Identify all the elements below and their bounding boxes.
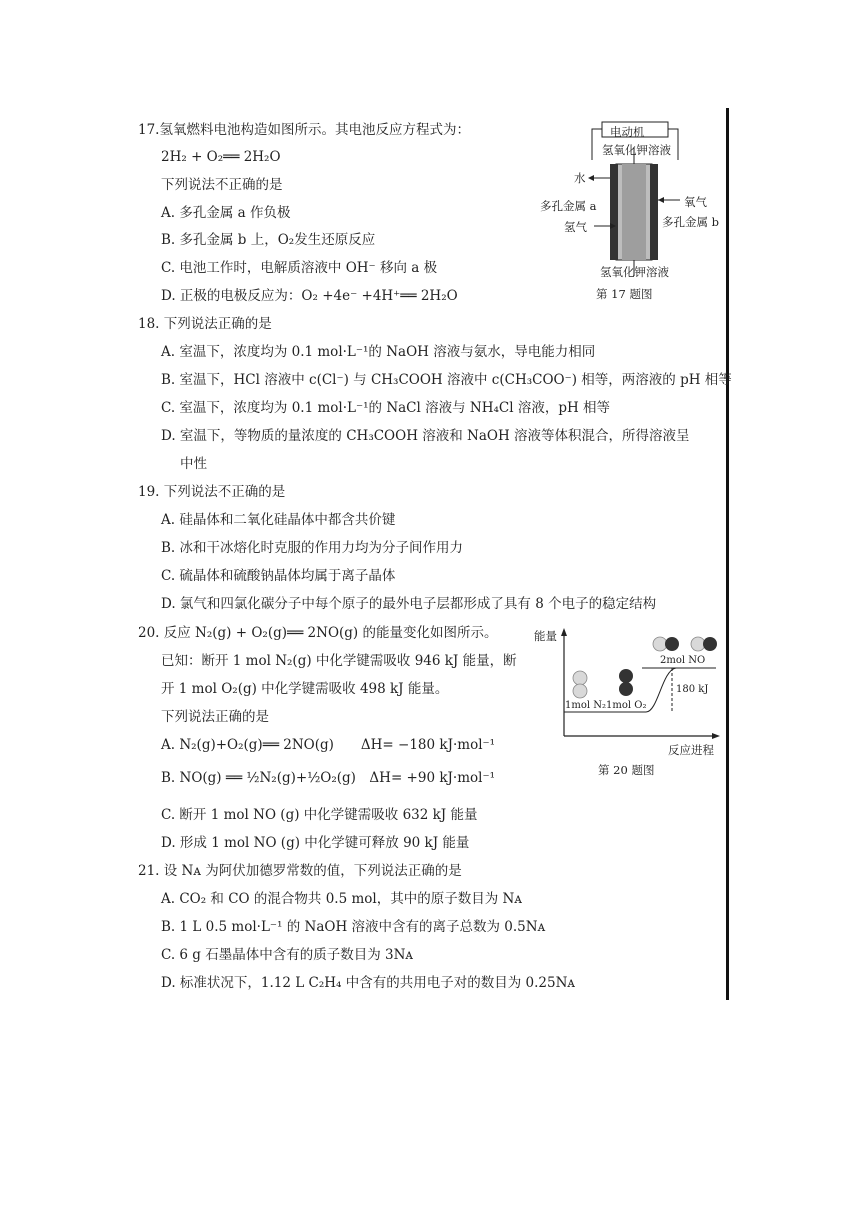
q20-ask: 下列说法正确的是	[161, 709, 269, 725]
q17-option-c: C. 电池工作时，电解质溶液中 OH⁻ 移向 a 极	[161, 260, 438, 276]
metal-a-label: 多孔金属 a	[540, 199, 597, 213]
wire-left	[592, 129, 602, 160]
q20-option-a: A. N₂(g)+O₂(g)══ 2NO(g) ΔH= −180 kJ·mol⁻¹	[161, 737, 496, 753]
koh-bottom-label: 氢氧化钾溶液	[600, 265, 669, 279]
no-label: 2mol NO	[660, 655, 706, 666]
hydrogen-label: 氢气	[564, 220, 587, 234]
q17-option-b: B. 多孔金属 b 上，O₂发生还原反应	[161, 232, 376, 248]
q20-option-d: D. 形成 1 mol NO (g) 中化学键可释放 90 kJ 能量	[161, 835, 470, 851]
o2-atom-bottom	[619, 682, 633, 696]
q21-option-b: B. 1 L 0.5 mol·L⁻¹ 的 NaOH 溶液中含有的离子总数为 0.5Nᴀ	[161, 919, 546, 935]
no1-o	[665, 637, 679, 651]
q17-option-a: A. 多孔金属 a 作负极	[161, 205, 291, 221]
q21-option-d: D. 标准状况下，1.12 L C₂H₄ 中含有的共用电子对的数目为 0.25Nᴀ	[161, 975, 576, 991]
no1-n	[653, 637, 667, 651]
energy-axis-label: 能量	[534, 629, 557, 643]
motor-label: 电动机	[610, 125, 645, 139]
n2-atom-top	[573, 671, 587, 685]
q19-option-d: D. 氯气和四氯化碳分子中每个原子的最外电子层都形成了具有 8 个电子的稳定结构	[161, 596, 657, 612]
q19-stem: 19. 下列说法不正确的是	[138, 484, 286, 500]
no2-o	[703, 637, 717, 651]
metal-b-label: 多孔金属 b	[662, 215, 720, 229]
q20-stem-line1: 20. 反应 N₂(g) + O₂(g)══ 2NO(g) 的能量变化如图所示。	[138, 625, 498, 641]
q17-equation: 2H₂ + O₂══ 2H₂O	[161, 149, 281, 165]
q20-option-b: B. NO(g) ══ ½N₂(g)+½O₂(g) ΔH= +90 kJ·mol⁻¹	[161, 770, 496, 786]
reaction-progress-label: 反应进程	[668, 743, 714, 757]
right-margin-rule	[726, 108, 729, 1000]
q18-stem: 18. 下列说法正确的是	[138, 316, 272, 332]
q20-stem-line3: 开 1 mol O₂(g) 中化学键需吸收 498 kJ 能量。	[161, 681, 449, 697]
o2-label: 1mol O₂	[606, 700, 647, 711]
delta-h-label: 180 kJ	[676, 684, 709, 695]
q19-option-c: C. 硫晶体和硫酸钠晶体均属于离子晶体	[161, 568, 396, 584]
koh-top-label: 氢氧化钾溶液	[602, 143, 671, 157]
electrolyte	[622, 164, 646, 260]
water-label: 水	[574, 171, 586, 185]
q17-option-d: D. 正极的电极反应为：O₂ +4e⁻ +4H⁺══ 2H₂O	[161, 288, 458, 304]
q19-option-b: B. 冰和干冰熔化时克服的作用力均为分子间作用力	[161, 540, 464, 556]
q21-option-c: C. 6 g 石墨晶体中含有的质子数目为 3Nᴀ	[161, 947, 414, 963]
oxygen-label: 氧气	[684, 195, 707, 209]
q18-option-a: A. 室温下，浓度均为 0.1 mol·L⁻¹的 NaOH 溶液与氨水，导电能力相同	[161, 344, 596, 360]
q20-stem-line2: 已知：断开 1 mol N₂(g) 中化学键需吸收 946 kJ 能量，断	[161, 653, 517, 669]
q19-option-a: A. 硅晶体和二氧化硅晶体中都含共价键	[161, 512, 396, 528]
fuel-cell-figure	[530, 118, 720, 308]
figure-20-caption: 第 20 题图	[598, 763, 655, 777]
electrode-a	[610, 164, 618, 260]
q17-stem: 17.氢氧燃料电池构造如图所示。其电池反应方程式为：	[138, 122, 470, 138]
n2-label: 1mol N₂	[565, 700, 607, 711]
q17-ask: 下列说法不正确的是	[161, 177, 283, 193]
n2-atom-bottom	[573, 684, 587, 698]
q20-option-c: C. 断开 1 mol NO (g) 中化学键需吸收 632 kJ 能量	[161, 807, 478, 823]
q18-option-d: D. 室温下，等物质的量浓度的 CH₃COOH 溶液和 NaOH 溶液等体积混合，所得溶液呈	[161, 428, 690, 444]
q18-option-c: C. 室温下，浓度均为 0.1 mol·L⁻¹的 NaCl 溶液与 NH₄Cl 溶液，pH 相等	[161, 400, 611, 416]
no2-n	[691, 637, 705, 651]
energy-diagram-figure	[534, 624, 722, 778]
q21-option-a: A. CO₂ 和 CO 的混合物共 0.5 mol，其中的原子数目为 Nᴀ	[161, 891, 522, 907]
q18-option-b: B. 室温下，HCl 溶液中 c(Cl⁻) 与 CH₃COOH 溶液中 c(CH₃COO⁻) 相等，两溶液的 pH 相等	[161, 372, 732, 388]
q18-option-d-cont: 中性	[180, 456, 207, 472]
q21-stem: 21. 设 Nᴀ 为阿伏加德罗常数的值，下列说法正确的是	[138, 863, 462, 879]
figure-17-caption: 第 17 题图	[596, 287, 653, 301]
electrode-b	[650, 164, 658, 260]
o2-atom-top	[619, 669, 633, 683]
